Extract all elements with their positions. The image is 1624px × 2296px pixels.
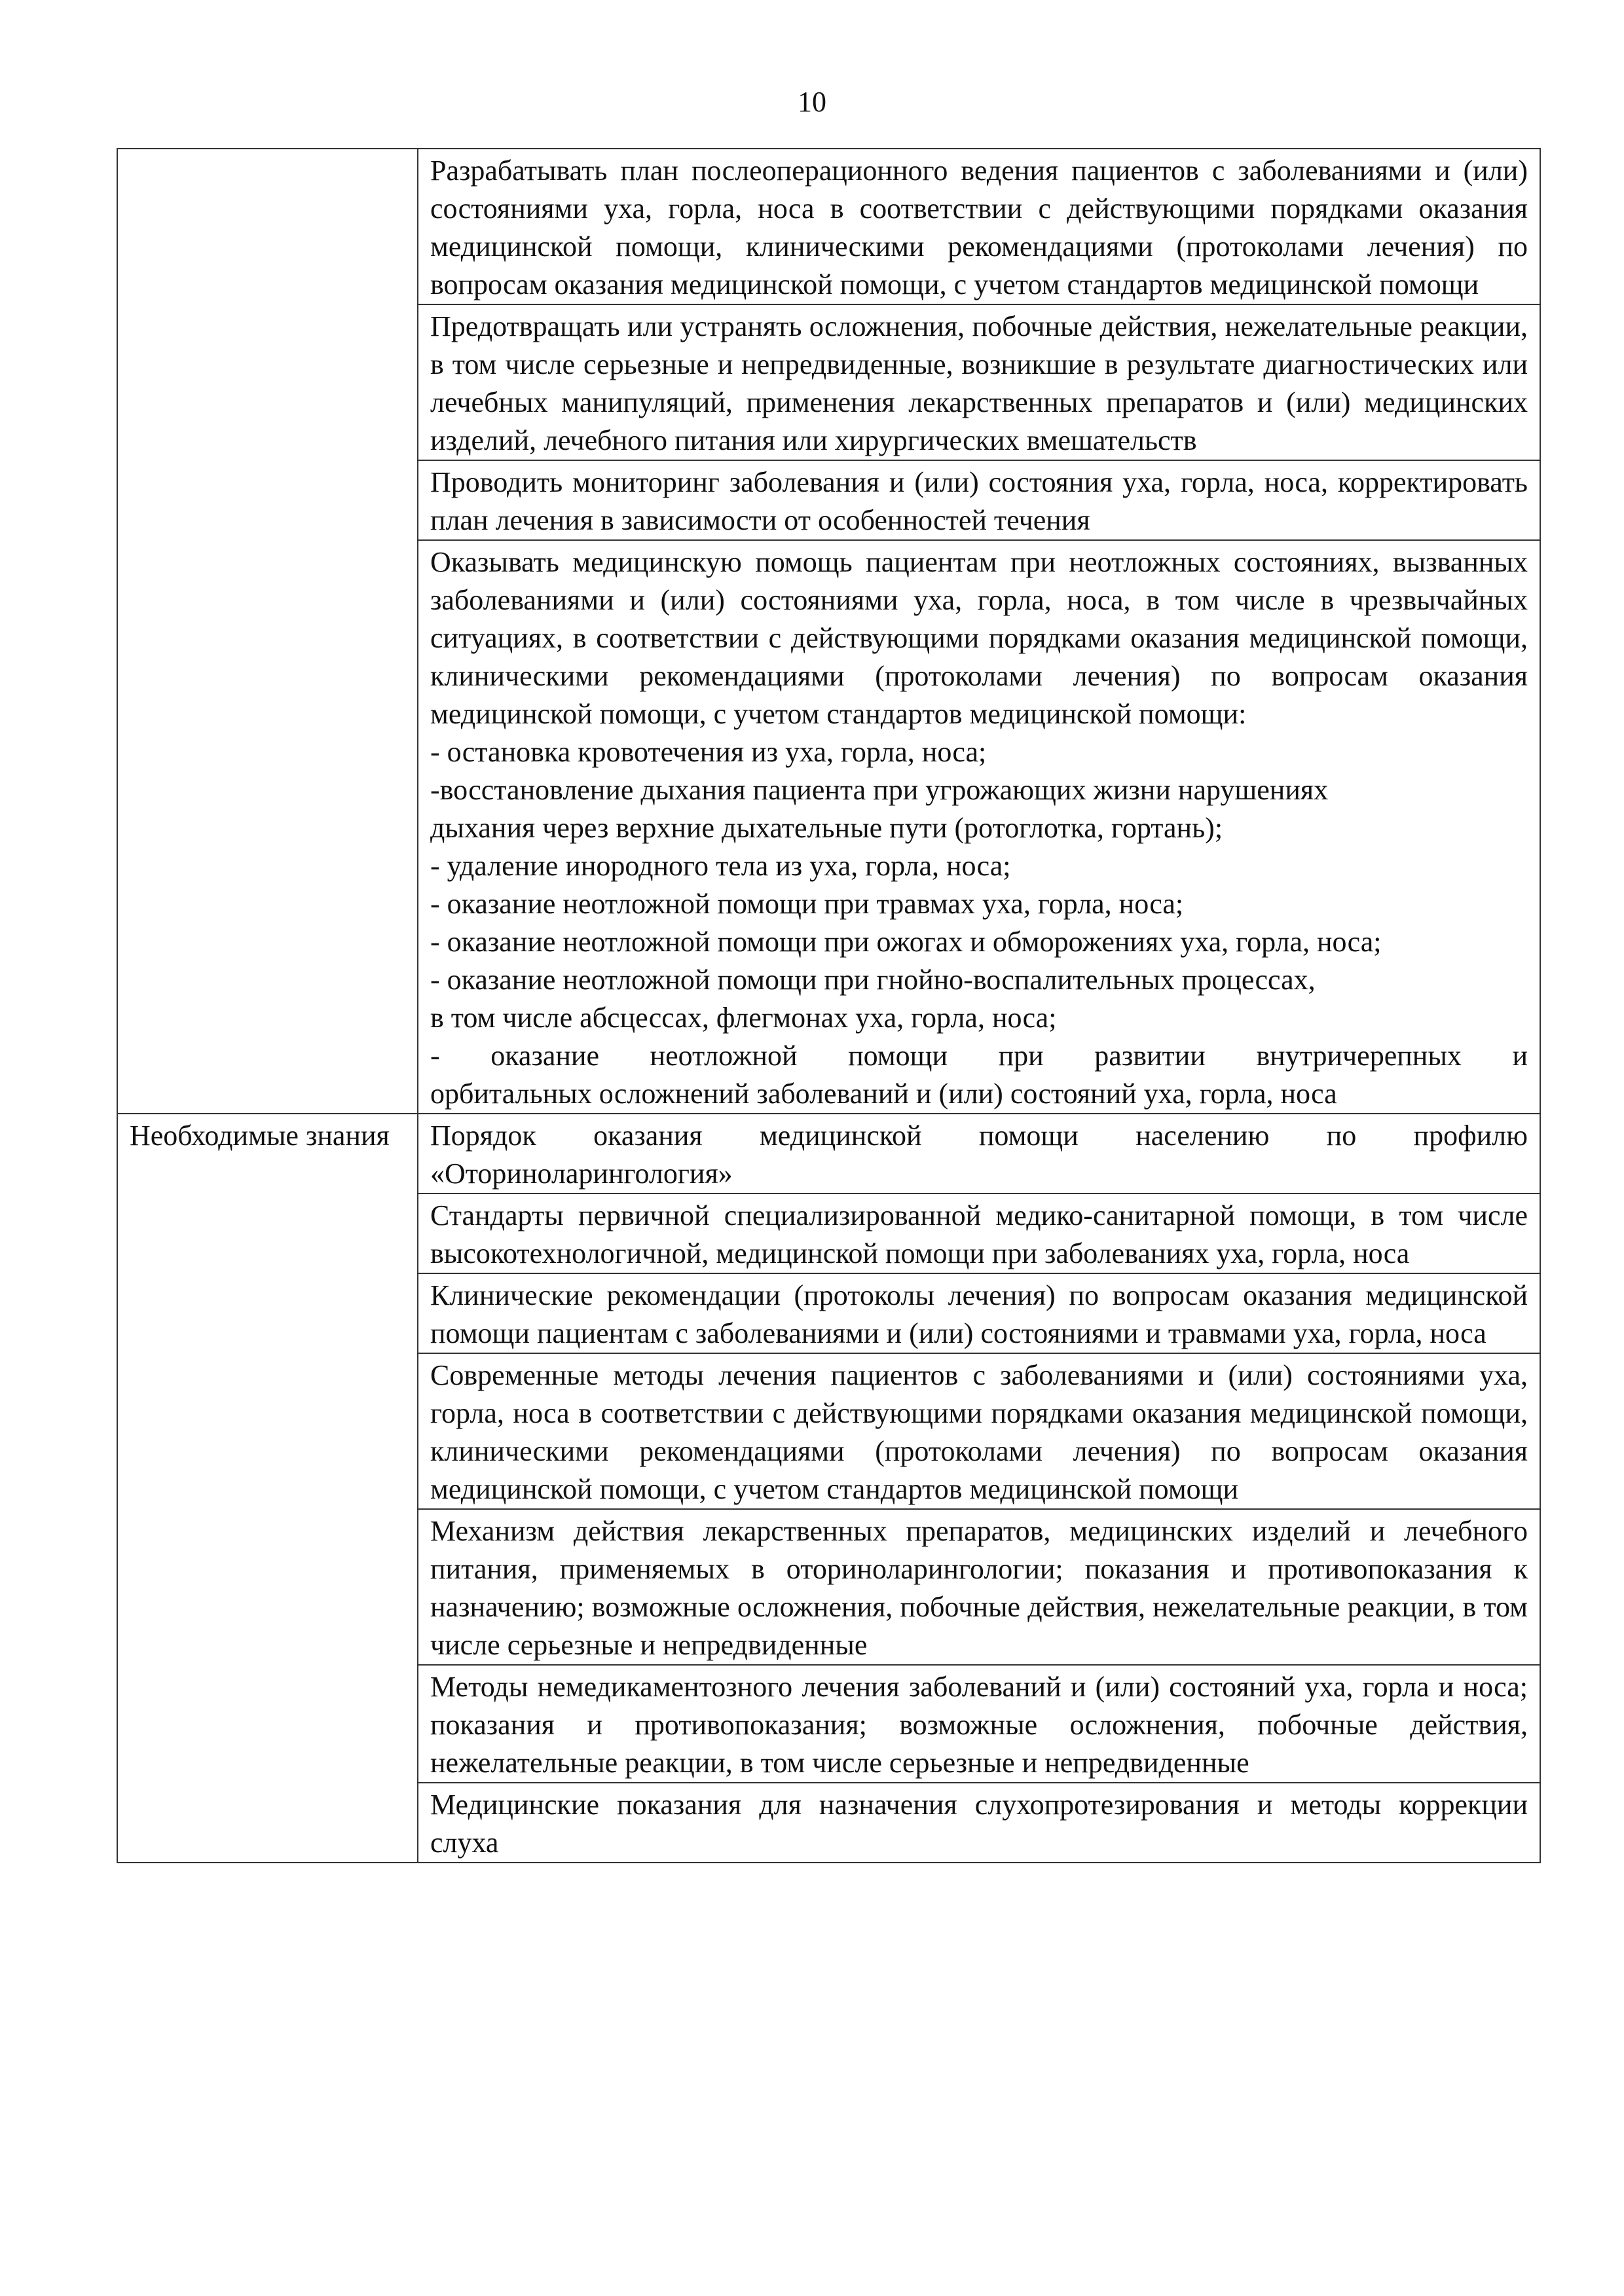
emergency-item-continuation: орбитальных осложнений заболеваний и (или) состояний уха, горла, носа: [430, 1078, 1337, 1110]
emergency-item: - оказание неотложной помощи при развитии внутричерепных и: [430, 1040, 1528, 1072]
emergency-intro: Оказывать медицинскую помощь пациентам при неотложных состояниях, вызванных заболеваниями и (или) состояниями уха, горла, носа, в том числе в чрезвычайных ситуациях, в соответствии с действующими порядками оказания медицинской помощи, клиническими рекомендациями (протоколами лечения) по вопросам оказания медицинской помощи, с учетом стандартов медицинской помощи:: [430, 546, 1528, 730]
section-label-cell: [117, 149, 418, 1114]
emergency-item-continuation: в том числе абсцессах, флегмонах уха, горла, носа;: [430, 1002, 1057, 1034]
skill-cell: Разрабатывать план послеоперационного ведения пациентов с заболеваниями и (или) состояниями уха, горла, носа в соответствии с действующими порядками оказания медицинской помощи, клиническими рекомендациями (протоколами лечения) по вопросам оказания медицинской помощи, с учетом стандартов медицинской помощи: [418, 149, 1540, 304]
table-row: [117, 1114, 1540, 1194]
knowledge-cell: Современные методы лечения пациентов с заболеваниями и (или) состояниями уха, горла, носа в соответствии с действующими порядками оказания медицинской помощи, клиническими рекомендациями (протоколами лечения) по вопросам оказания медицинской помощи, с учетом стандартов медицинской помощи: [418, 1353, 1540, 1509]
knowledge-cell: Стандарты первичной специализированной медико-санитарной помощи, в том числе высокотехнологичной, медицинской помощи при заболеваниях уха, горла, носа: [418, 1194, 1540, 1273]
table-row: [117, 149, 1540, 304]
skill-cell: Проводить мониторинг заболевания и (или) состояния уха, горла, носа, корректировать план лечения в зависимости от особенностей течения: [418, 460, 1540, 540]
skill-cell: Предотвращать или устранять осложнения, побочные действия, нежелательные реакции, в том числе серьезные и непредвиденные, возникшие в результате диагностических или лечебных манипуляций, применения лекарственных препаратов и (или) медицинских изделий, лечебного питания или хирургических вмешательств: [418, 304, 1540, 460]
emergency-item: - оказание неотложной помощи при травмах уха, горла, носа;: [430, 888, 1184, 920]
knowledge-cell: Медицинские показания для назначения слухопротезирования и методы коррекции слуха: [418, 1783, 1540, 1863]
emergency-skill-cell: [418, 540, 1540, 1114]
knowledge-cell: Механизм действия лекарственных препаратов, медицинских изделий и лечебного питания, применяемых в оториноларингологии; показания и противопоказания к назначению; возможные осложнения, побочные действия, нежелательные реакции, в том числе серьезные и непредвиденные: [418, 1509, 1540, 1665]
page-number: 10: [798, 86, 826, 118]
emergency-item-continuation: дыхания через верхние дыхательные пути (ротоглотка, гортань);: [430, 812, 1223, 844]
knowledge-cell: Клинические рекомендации (протоколы лечения) по вопросам оказания медицинской помощи пациентам с заболеваниями и (или) состояниями и травмами уха, горла, носа: [418, 1273, 1540, 1353]
section-label-cell: Необходимые знания: [117, 1114, 418, 1863]
emergency-item: - оказание неотложной помощи при гнойно-воспалительных процессах,: [430, 964, 1316, 996]
emergency-item: -восстановление дыхания пациента при угрожающих жизни нарушениях: [430, 774, 1329, 806]
emergency-item: - оказание неотложной помощи при ожогах и обморожениях уха, горла, носа;: [430, 926, 1382, 958]
knowledge-cell: Методы немедикаментозного лечения заболеваний и (или) состояний уха, горла и носа; показания и противопоказания; возможные осложнения, побочные действия, нежелательные реакции, в том числе серьезные и непредвиденные: [418, 1665, 1540, 1783]
competency-table: [117, 148, 1541, 1863]
emergency-item: - остановка кровотечения из уха, горла, носа;: [430, 736, 987, 768]
knowledge-cell: Порядок оказания медицинской помощи населению по профилю «Оториноларингология»: [418, 1114, 1540, 1194]
emergency-item: - удаление инородного тела из уха, горла, носа;: [430, 850, 1011, 882]
